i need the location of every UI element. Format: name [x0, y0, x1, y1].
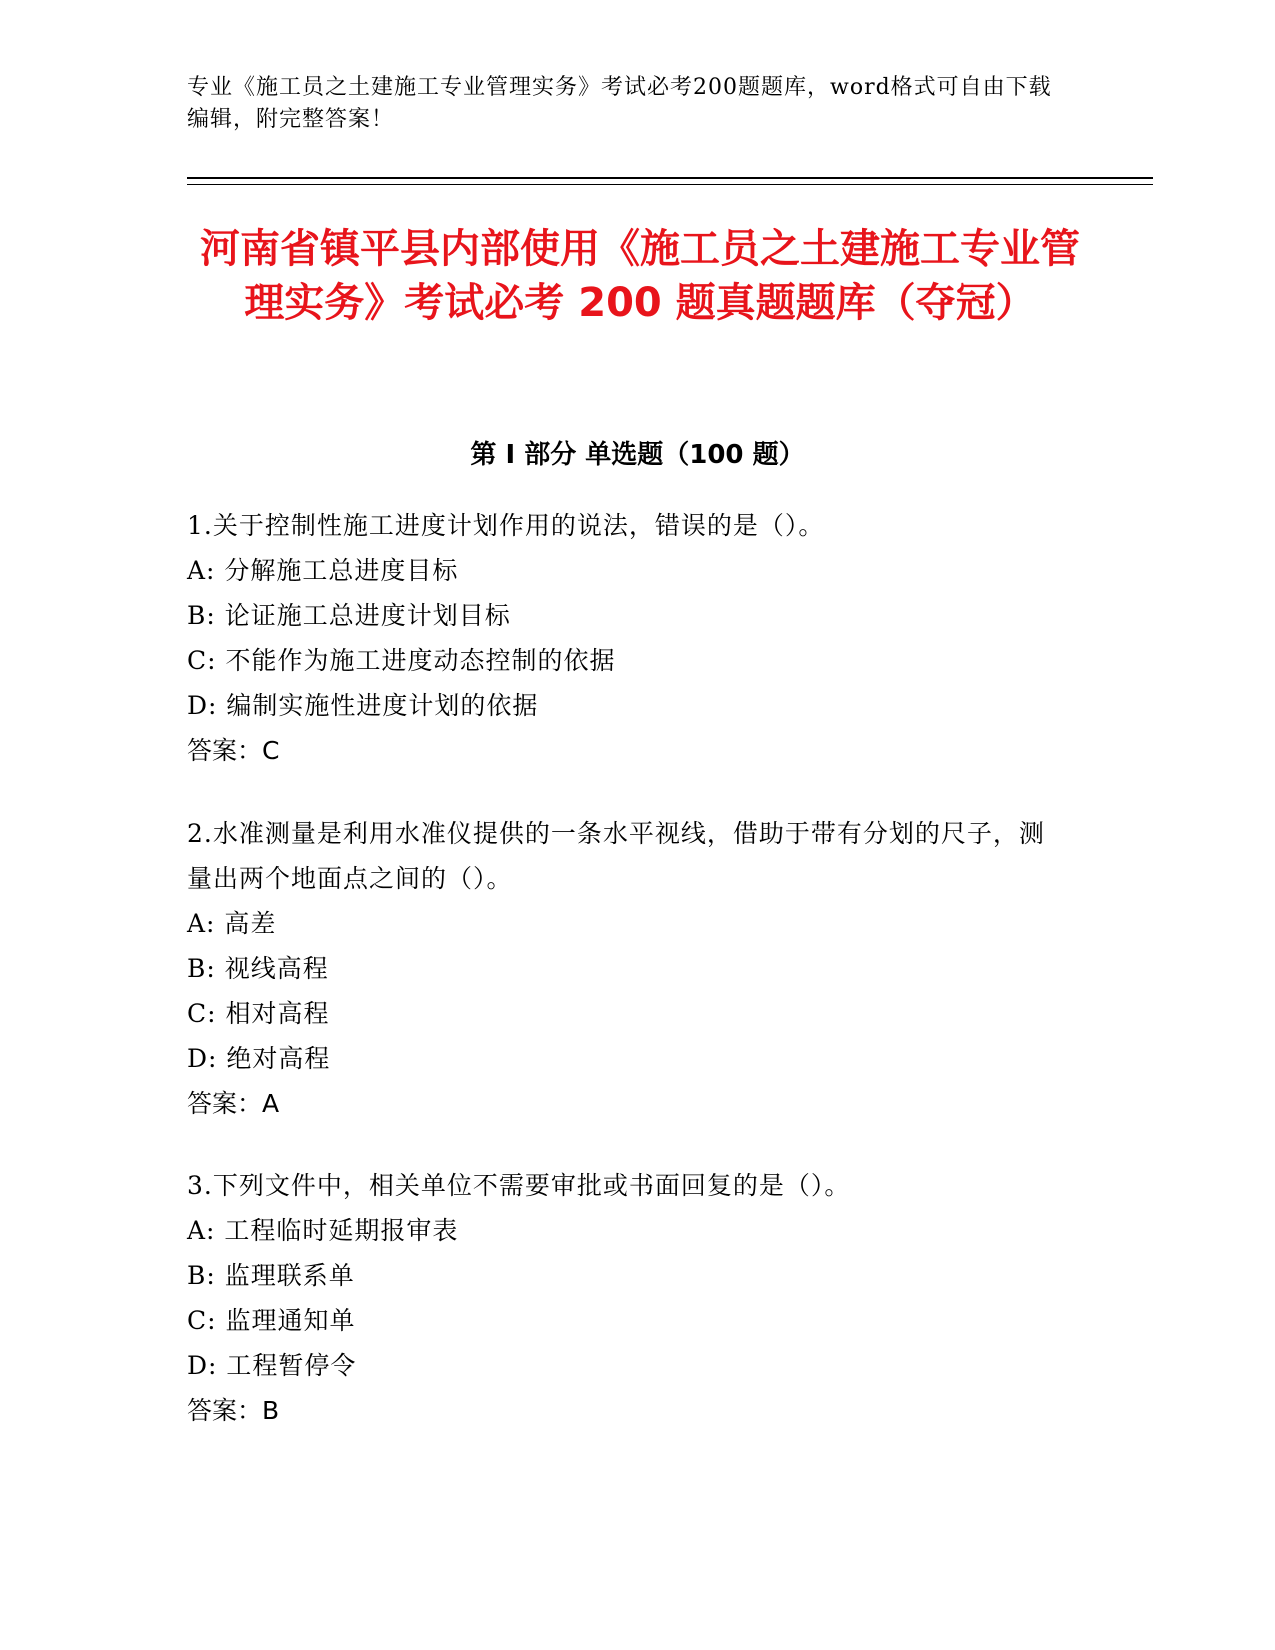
header-divider-thin	[187, 184, 1153, 185]
option-b: B: 视线高程	[187, 954, 329, 983]
section-heading: 第 I 部分 单选题（100 题）	[470, 440, 805, 470]
question-3	[187, 1163, 1067, 1433]
header-note: 专业《施工员之土建施工专业管理实务》考试必考200题题库，word格式可自由下载编辑，附完整答案！	[187, 75, 1052, 132]
question-2	[187, 811, 1067, 1126]
option-d: D: 工程暂停令	[187, 1351, 357, 1380]
option-b: B: 监理联系单	[187, 1261, 355, 1290]
header-divider-thick	[187, 177, 1153, 179]
answer: 答案：A	[187, 1089, 280, 1118]
document-title: 河南省镇平县内部使用《施工员之土建施工专业管理实务》考试必考 200 题真题题库（夺冠）	[200, 226, 1080, 326]
question-stem: 1.关于控制性施工进度计划作用的说法，错误的是（）。	[187, 511, 825, 540]
question-stem: 2.水准测量是利用水准仪提供的一条水平视线，借助于带有分划的尺子，测量出两个地面点之间的（）。	[187, 819, 1045, 893]
option-a: A: 高差	[187, 909, 277, 938]
option-d: D: 绝对高程	[187, 1044, 331, 1073]
question-stem: 3.下列文件中，相关单位不需要审批或书面回复的是（）。	[187, 1171, 851, 1200]
option-c: C: 监理通知单	[187, 1306, 356, 1335]
option-b: B: 论证施工总进度计划目标	[187, 601, 511, 630]
answer: 答案：B	[187, 1396, 280, 1425]
answer: 答案：C	[187, 736, 280, 765]
option-a: A: 工程临时延期报审表	[187, 1216, 459, 1245]
option-d: D: 编制实施性进度计划的依据	[187, 691, 539, 720]
question-1	[187, 503, 1067, 773]
option-c: C: 不能作为施工进度动态控制的依据	[187, 646, 616, 675]
option-c: C: 相对高程	[187, 999, 330, 1028]
option-a: A: 分解施工总进度目标	[187, 556, 459, 585]
